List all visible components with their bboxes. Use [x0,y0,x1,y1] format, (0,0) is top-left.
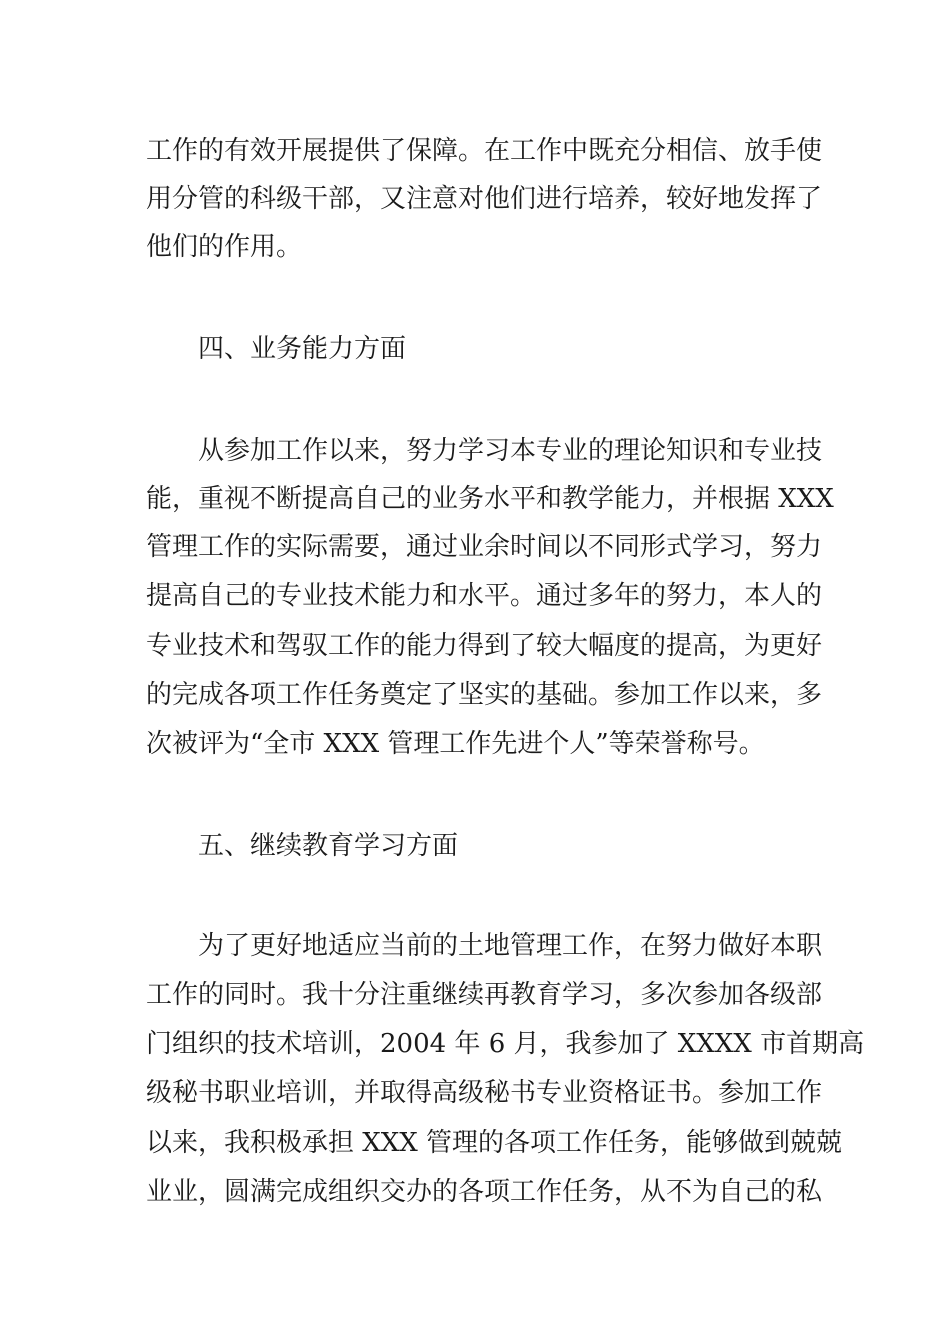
section-4-line-7: 次被评为“全市 XXX 管理工作先进个人”等荣誉称号。 [146,729,765,759]
section-4-line-4: 提高自己的专业技术能力和水平。通过多年的努力，本人的 [146,581,823,611]
paragraph-1-line-3: 他们的作用。 [146,232,303,262]
section-4-line-1: 从参加工作以来，努力学习本专业的理论知识和专业技 [198,436,823,466]
section-5-line-3: 门组织的技术培训，2004 年 6 月，我参加了 XXXX 市首期高 [146,1029,865,1059]
section-4-line-2: 能，重视不断提高自己的业务水平和教学能力，并根据 XXX [146,484,834,514]
paragraph-1-line-1: 工作的有效开展提供了保障。在工作中既充分相信、放手使 [146,136,823,166]
section-5-line-2: 工作的同时。我十分注重继续再教育学习，多次参加各级部 [146,980,823,1010]
section-4-heading: 四、业务能力方面 [198,334,407,364]
paragraph-1-line-2: 用分管的科级干部，又注意对他们进行培养，较好地发挥了 [146,184,823,214]
section-4-line-5: 专业技术和驾驭工作的能力得到了较大幅度的提高，为更好 [146,631,823,661]
section-4-line-3: 管理工作的实际需要，通过业余时间以不同形式学习，努力 [146,532,823,562]
section-5-line-5: 以来，我积极承担 XXX 管理的各项工作任务，能够做到兢兢 [146,1128,843,1158]
section-5-line-6: 业业，圆满完成组织交办的各项工作任务，从不为自己的私 [146,1177,823,1207]
section-5-line-1: 为了更好地适应当前的土地管理工作，在努力做好本职 [198,931,823,961]
section-5-heading: 五、继续教育学习方面 [198,831,459,861]
section-4-line-6: 的完成各项工作任务奠定了坚实的基础。参加工作以来，多 [146,680,823,710]
section-5-line-4: 级秘书职业培训，并取得高级秘书专业资格证书。参加工作 [146,1078,823,1108]
